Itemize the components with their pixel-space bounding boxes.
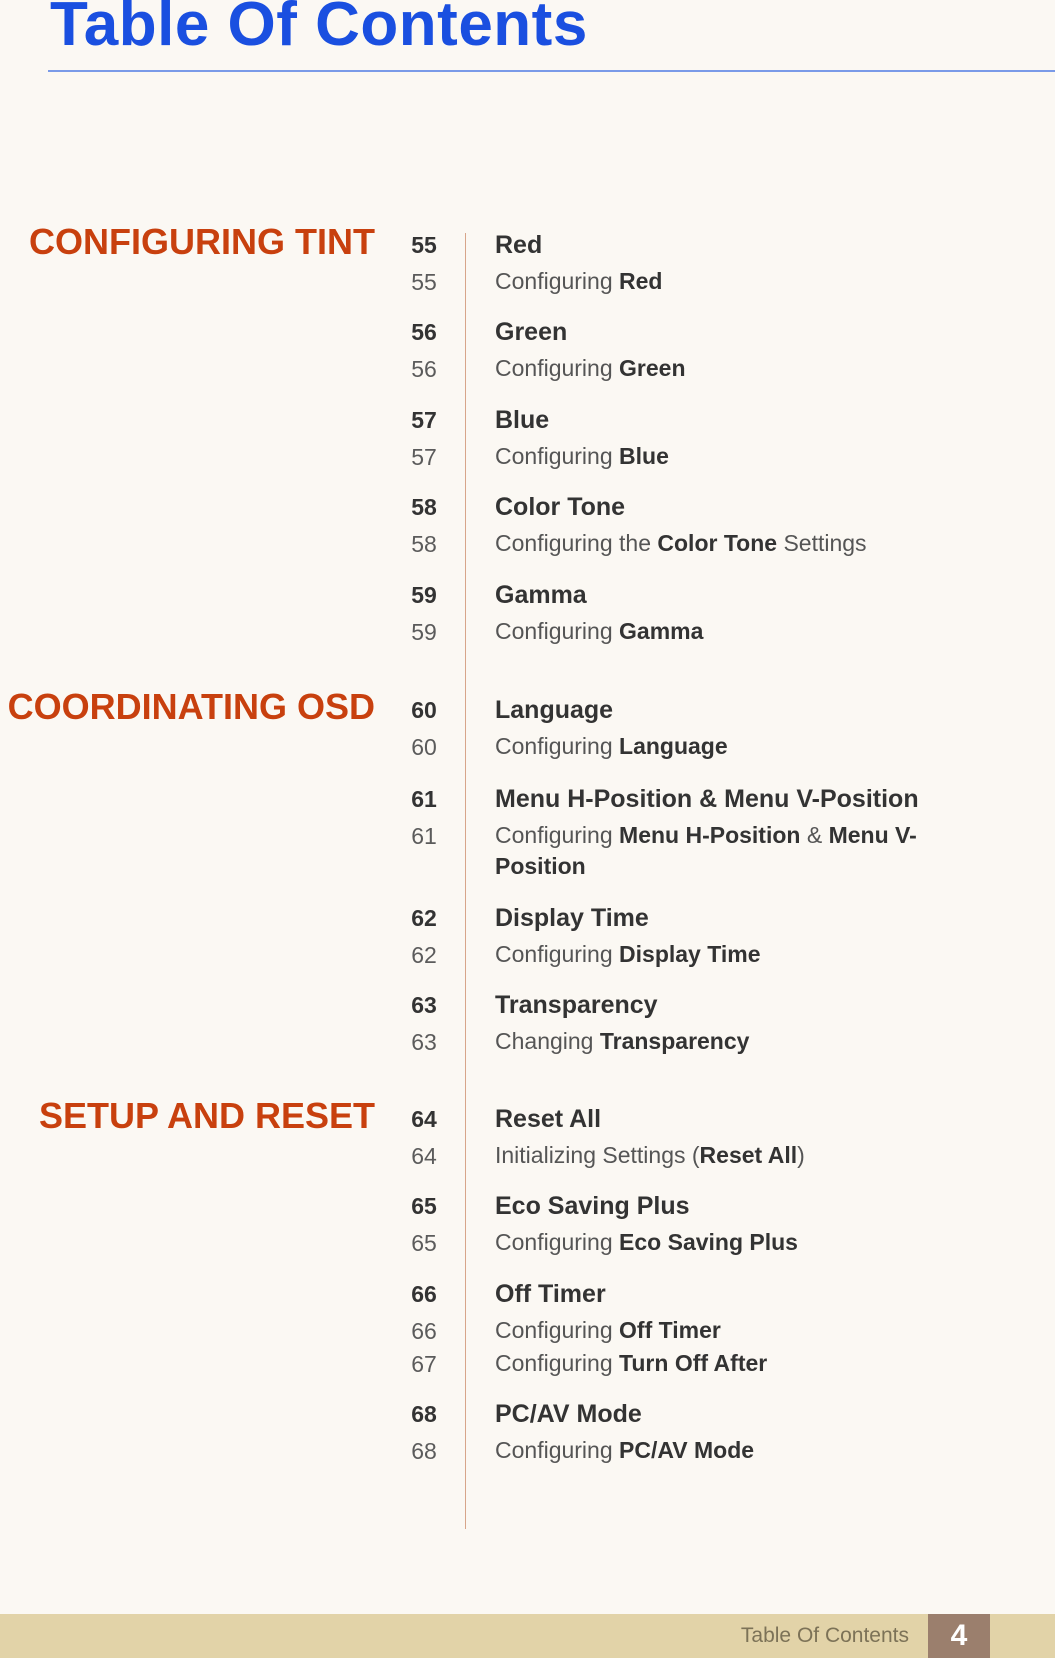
sub-entry-page-number: 62	[411, 942, 437, 968]
toc-subentry[interactable]	[495, 266, 955, 297]
subentry-text: Configuring	[495, 1437, 620, 1463]
toc-entry-gamma[interactable]: Gamma	[495, 581, 587, 609]
toc-entry-red[interactable]: Red	[495, 231, 543, 259]
toc-subentry[interactable]	[495, 441, 955, 472]
subentry-keyword: Green	[619, 355, 686, 381]
entry-page-number: 56	[411, 319, 437, 345]
sub-entry-page-number: 67	[411, 1351, 437, 1377]
subentry-keyword: Language	[619, 733, 728, 759]
section-heading-coordinating-osd: COORDINATING OSD	[7, 686, 375, 727]
toc-subentry[interactable]	[495, 820, 955, 882]
toc-entry-menu-position[interactable]: Menu H-Position & Menu V-Position	[495, 785, 919, 813]
subentry-keyword: Reset All	[699, 1142, 798, 1168]
toc-entry-color-tone[interactable]: Color Tone	[495, 493, 626, 521]
toc-subentry[interactable]	[495, 1026, 955, 1057]
sub-entry-page-number: 68	[411, 1438, 437, 1464]
toc-subentry[interactable]	[495, 939, 955, 970]
toc-subentry[interactable]	[495, 1140, 955, 1171]
subentry-text: Configuring	[495, 1317, 620, 1343]
sub-entry-page-number: 64	[411, 1143, 437, 1169]
subentry-keyword: Off Timer	[619, 1317, 721, 1343]
footer-label: Table Of Contents	[740, 1624, 909, 1647]
entry-page-number: 61	[411, 786, 437, 812]
entry-page-number: 64	[411, 1106, 437, 1132]
entry-page-number: 55	[411, 232, 437, 258]
subentry-keyword: Transparency	[599, 1028, 750, 1054]
sub-entry-page-number: 55	[411, 269, 437, 295]
subentry-keyword: Menu H-Position	[619, 822, 801, 848]
toc-subentry[interactable]	[495, 1227, 955, 1258]
sub-entry-page-number: 58	[411, 531, 437, 557]
subentry-text: Settings	[777, 530, 867, 556]
sub-entry-page-number: 56	[411, 356, 437, 382]
entry-page-number: 66	[411, 1281, 437, 1307]
toc-entry-eco-saving-plus[interactable]: Eco Saving Plus	[495, 1192, 690, 1220]
subentry-text: Configuring	[495, 618, 620, 644]
subentry-keyword: Blue	[619, 443, 669, 469]
subentry-text: Configuring	[495, 268, 620, 294]
subentry-keyword: Menu V-Position	[495, 822, 917, 879]
sub-entry-page-number: 65	[411, 1230, 437, 1256]
toc-subentry[interactable]	[495, 353, 955, 384]
toc-entry-off-timer[interactable]: Off Timer	[495, 1280, 606, 1308]
entry-page-number: 58	[411, 494, 437, 520]
subentry-keyword: Eco Saving Plus	[619, 1229, 798, 1255]
page-title: Table Of Contents	[50, 0, 588, 59]
subentry-keyword: Display Time	[619, 941, 761, 967]
toc-entry-transparency[interactable]: Transparency	[495, 991, 658, 1019]
toc-entry-blue[interactable]: Blue	[495, 406, 550, 434]
subentry-text: Configuring	[495, 1229, 620, 1255]
sub-entry-page-number: 60	[411, 734, 437, 760]
subentry-text: &	[800, 822, 829, 848]
subentry-text: Configuring	[495, 443, 620, 469]
section-heading-setup-and-reset: SETUP AND RESET	[38, 1095, 375, 1136]
toc-subentry[interactable]	[495, 1315, 955, 1346]
subentry-keyword: Red	[619, 268, 663, 294]
column-divider	[465, 233, 466, 1529]
subentry-keyword: Color Tone	[657, 530, 778, 556]
sub-entry-page-number: 57	[411, 444, 437, 470]
section-heading-configuring-tint: CONFIGURING TINT	[29, 221, 375, 262]
sub-entry-page-number: 63	[411, 1029, 437, 1055]
subentry-text: Configuring	[495, 822, 620, 848]
subentry-text: Changing	[495, 1028, 600, 1054]
subentry-text: Configuring	[495, 355, 620, 381]
subentry-text: Configuring	[495, 941, 620, 967]
subentry-text: Initializing Settings (	[495, 1142, 700, 1168]
toc-entry-green[interactable]: Green	[495, 318, 568, 346]
subentry-keyword: Turn Off After	[619, 1350, 768, 1376]
entry-page-number: 68	[411, 1401, 437, 1427]
subentry-text: Configuring	[495, 733, 620, 759]
entry-page-number: 62	[411, 905, 437, 931]
subentry-text: )	[797, 1142, 805, 1168]
subentry-keyword: Gamma	[619, 618, 704, 644]
entry-page-number: 59	[411, 582, 437, 608]
toc-entry-reset-all[interactable]: Reset All	[495, 1105, 602, 1133]
entry-page-number: 57	[411, 407, 437, 433]
sub-entry-page-number: 59	[411, 619, 437, 645]
toc-subentry[interactable]	[495, 528, 955, 559]
entry-page-number: 63	[411, 992, 437, 1018]
toc-subentry[interactable]	[495, 1435, 955, 1466]
sub-entry-page-number: 66	[411, 1318, 437, 1344]
toc-subentry[interactable]	[495, 616, 955, 647]
toc-entry-display-time[interactable]: Display Time	[495, 904, 649, 932]
footer-page-number: 4	[928, 1614, 990, 1658]
sub-entry-page-number: 61	[411, 823, 437, 849]
toc-subentry[interactable]	[495, 1348, 955, 1379]
title-divider	[48, 70, 1055, 72]
subentry-text: Configuring the	[495, 530, 658, 556]
entry-page-number: 65	[411, 1193, 437, 1219]
subentry-text: Configuring	[495, 1350, 620, 1376]
toc-entry-pc-av-mode[interactable]: PC/AV Mode	[495, 1400, 642, 1428]
entry-page-number: 60	[411, 697, 437, 723]
toc-entry-language[interactable]: Language	[495, 696, 614, 724]
toc-subentry[interactable]	[495, 731, 955, 762]
subentry-keyword: PC/AV Mode	[619, 1437, 755, 1463]
